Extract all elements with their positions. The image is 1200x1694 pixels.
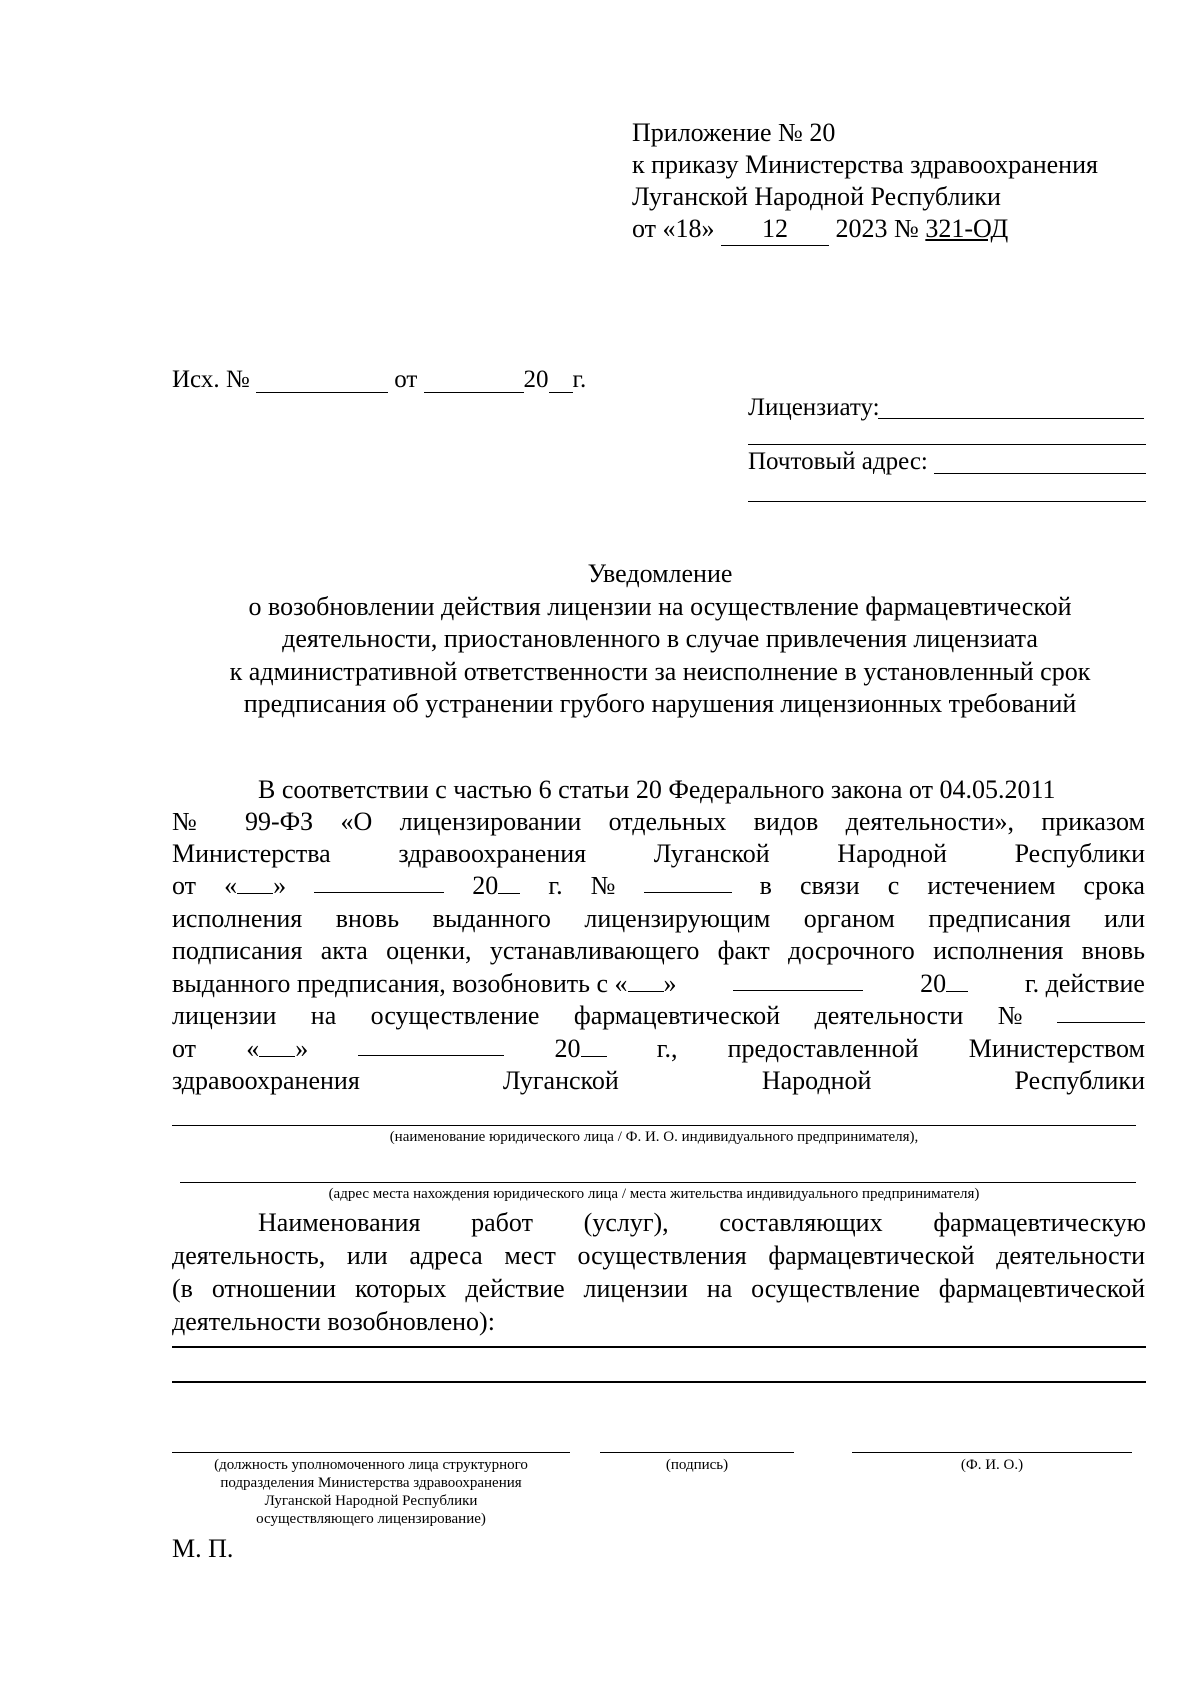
body-l7b: » — [663, 969, 677, 998]
body-l8b: на — [310, 1001, 337, 1030]
body-l7d: г. действие — [1024, 969, 1145, 998]
body-line-4 — [172, 870, 1145, 902]
outgoing-g-label: г. — [572, 366, 587, 393]
body-line-5-text: исполнения вновь выданного лицензирующим органом предписания или — [172, 904, 1145, 933]
year-blank-1 — [498, 871, 520, 894]
month-blank-1 — [314, 870, 444, 893]
works-l1e: фармацевтическую — [933, 1208, 1146, 1237]
entity-caption: (наименование юридического лица / Ф. И. О. индивидуального предпринимателя), — [389, 1129, 919, 1145]
body-l10a: здравоохранения — [172, 1066, 360, 1095]
body-l7a: выданного предписания, возобновить с « — [172, 969, 628, 998]
date-prefix: от «18» — [632, 214, 722, 243]
date-year: 2023 № — [829, 214, 926, 243]
body-line-6-text: подписания акта оценки, устанавливающего факт досрочного исполнения вновь — [172, 936, 1145, 965]
year-blank-3 — [581, 1034, 607, 1057]
body-l9d: 20 — [554, 1034, 581, 1063]
body-line-1: В соответствии с частью 6 статьи 20 Федерального закона от 04.05.2011 — [258, 775, 1056, 804]
body-line-9 — [172, 1033, 1145, 1065]
works-line-3-text: (в отношении которых действие лицензии на осуществление фармацевтической — [172, 1274, 1145, 1303]
outgoing-year-label: 20 — [523, 366, 549, 393]
fio-caption: (Ф. И. О.) — [960, 1457, 1024, 1473]
outgoing-number — [172, 364, 586, 396]
notice-subtitle-1: о возобновлении действия лицензии на осуществление фармацевтической — [248, 592, 1072, 621]
address-caption: (адрес места нахождения юридического лица / места жительства индивидуального предпринимателя) — [328, 1186, 980, 1202]
body-l4b: « — [224, 871, 238, 900]
outgoing-from-label: от — [394, 366, 418, 393]
body-l4i: с — [887, 871, 900, 900]
works-l1d: составляющих — [719, 1208, 883, 1237]
body-l8d: фармацевтической — [573, 1001, 781, 1030]
body-line-5 — [172, 903, 1145, 935]
body-l4k: срока — [1083, 871, 1145, 900]
body-l10b: Луганской — [502, 1066, 619, 1095]
order-number-blank-1 — [644, 870, 732, 893]
body-l9-year — [555, 1033, 607, 1065]
works-line-2 — [172, 1240, 1145, 1272]
body-l4e: г. — [548, 871, 563, 900]
postal-address-label: Почтовый адрес: — [748, 448, 928, 475]
body-l4-quote — [224, 870, 286, 902]
licensee-blank — [878, 418, 1144, 419]
position-caption — [172, 1456, 570, 1528]
works-blank-2 — [172, 1381, 1146, 1383]
outgoing-date-blank — [424, 368, 524, 393]
body-l10d: Республики — [1014, 1066, 1145, 1095]
sign-blank — [600, 1452, 794, 1453]
body-l8f: № — [997, 1001, 1023, 1030]
works-line-3 — [172, 1273, 1145, 1305]
body-l8e: деятельности — [814, 1001, 964, 1030]
stamp-place: М. П. — [172, 1534, 234, 1563]
entity-name-blank — [172, 1125, 1136, 1126]
body-line-8 — [172, 1000, 1145, 1032]
outgoing-number-label: Исх. № — [172, 366, 250, 393]
fio-blank — [852, 1452, 1132, 1453]
body-l4f: № — [590, 871, 616, 900]
body-line-2-text: № 99-ФЗ «О лицензировании отдельных видов деятельности», приказом — [172, 807, 1145, 836]
body-l4a: от — [172, 871, 197, 900]
position-caption-l3: Луганской Народной Республики — [264, 1493, 478, 1509]
body-l3c: Луганской — [653, 839, 770, 868]
works-blank-1 — [172, 1346, 1146, 1348]
body-l4c: » — [273, 871, 287, 900]
body-line-7 — [172, 968, 1145, 1000]
body-l4-year — [472, 870, 520, 902]
body-l7-start — [172, 968, 677, 1000]
body-l3e: Республики — [1014, 839, 1145, 868]
month-blank-2 — [733, 968, 863, 991]
body-line-10 — [172, 1065, 1145, 1097]
order-number: 321-ОД — [925, 214, 1009, 243]
licensee-blank-2 — [748, 444, 1146, 445]
body-l3d: Народной — [837, 839, 947, 868]
works-line-4: деятельности возобновлено): — [172, 1307, 495, 1336]
body-l9g: Министерством — [968, 1034, 1145, 1063]
body-l3a: Министерства — [172, 839, 331, 868]
works-l1a: Наименования — [258, 1208, 421, 1237]
notice-subtitle-3: к административной ответственности за неисполнение в установленный срок — [229, 657, 1091, 686]
position-blank — [172, 1452, 570, 1453]
notice-subtitle-4: предписания об устранении грубого нарушения лицензионных требований — [243, 689, 1077, 718]
appendix-header — [632, 116, 1098, 244]
licensee-label: Лицензиату: — [748, 394, 880, 421]
license-number-blank — [1057, 1000, 1145, 1023]
entity-address-blank — [180, 1182, 1136, 1183]
appendix-order-ref: к приказу Министерства здравоохранения — [632, 150, 1098, 179]
position-caption-l1: (должность уполномоченного лица структурного — [214, 1457, 528, 1473]
year-blank-2 — [946, 969, 968, 992]
body-l9c: » — [295, 1034, 309, 1063]
body-l9-quote — [246, 1033, 308, 1065]
body-line-3 — [172, 838, 1145, 870]
body-l9a: от — [172, 1034, 197, 1063]
appendix-republic: Луганской Народной Республики — [632, 182, 1001, 211]
body-l8a: лицензии — [172, 1001, 277, 1030]
body-l4h: связи — [799, 871, 860, 900]
body-line-2 — [172, 806, 1145, 838]
body-l9f: предоставленной — [727, 1034, 919, 1063]
day-blank-3 — [259, 1034, 295, 1057]
outgoing-number-blank — [256, 368, 388, 393]
notice-title: Уведомление — [587, 559, 733, 588]
sign-caption: (подпись) — [665, 1457, 729, 1473]
position-caption-l4: осуществляющего лицензирование) — [256, 1511, 486, 1527]
works-l1b: работ — [471, 1208, 533, 1237]
body-line-6 — [172, 935, 1145, 967]
body-l4g: в — [759, 871, 772, 900]
works-line-1 — [258, 1207, 1146, 1239]
outgoing-year-blank — [549, 368, 573, 393]
body-l10c: Народной — [761, 1066, 872, 1095]
appendix-number: Приложение № 20 — [632, 118, 836, 147]
appendix-date — [632, 212, 1098, 244]
body-l7-year — [920, 968, 968, 1000]
works-line-2-text: деятельность, или адреса мест осуществления фармацевтической деятельности — [172, 1241, 1145, 1270]
day-blank-1 — [237, 871, 273, 894]
body-l9e: г., — [656, 1034, 678, 1063]
notice-subtitle-2: деятельности, приостановленного в случае привлечения лицензиата — [282, 624, 1038, 653]
postal-address-blank-2 — [748, 501, 1146, 502]
date-month: 12 — [721, 212, 829, 246]
day-blank-2 — [628, 969, 664, 992]
month-blank-3 — [358, 1033, 504, 1056]
body-l7c: 20 — [920, 969, 947, 998]
postal-address-blank — [934, 473, 1146, 474]
body-l9b: « — [246, 1034, 260, 1063]
body-l4j: истечением — [927, 871, 1056, 900]
body-l4d: 20 — [472, 871, 499, 900]
works-l1c: (услуг), — [583, 1208, 669, 1237]
body-l8c: осуществление — [370, 1001, 540, 1030]
position-caption-l2: подразделения Министерства здравоохранения — [220, 1475, 522, 1491]
body-l3b: здравоохранения — [398, 839, 587, 868]
